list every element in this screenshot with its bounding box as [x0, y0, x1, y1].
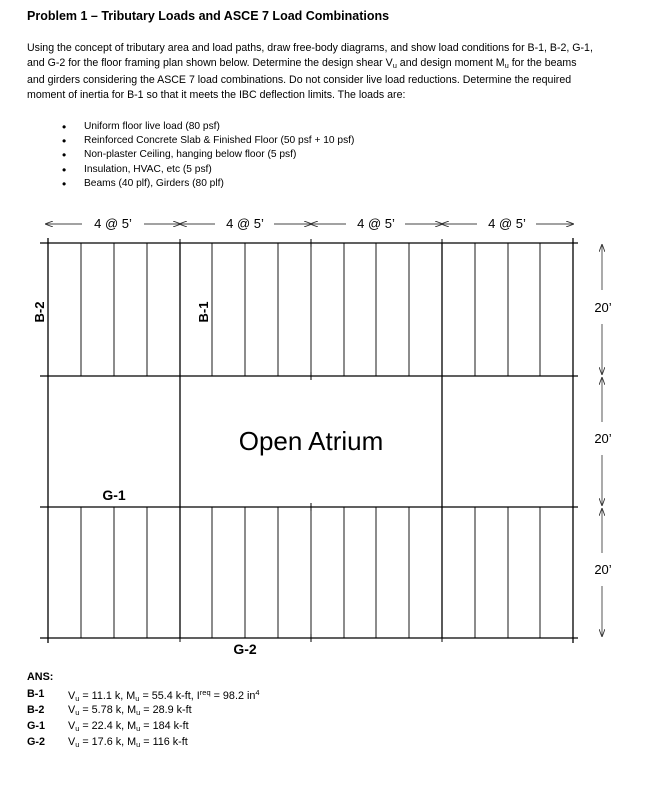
load-item: • Reinforced Concrete Slab & Finished Floor (50 psf + 10 psf) [62, 134, 354, 148]
b2-label: B-2 [32, 301, 47, 323]
answer-label-b1: B-1 [27, 688, 45, 700]
answer-value-b2: $V_u = 5.78$ k, $M_u = 28.9$ k-ft [68, 704, 192, 717]
span-label: 20’ [594, 431, 612, 446]
g1-label: G-1 [102, 487, 126, 503]
answers-heading: ANS: [27, 671, 54, 683]
beam-lines-top-bay [81, 243, 540, 376]
answer-value-b1: $V_u = 11.1$ k, $M_u = 55.4$ k-ft, $I^{req} = 98.2$ $in^4$ [68, 688, 260, 703]
g2-label: G-2 [233, 641, 257, 657]
intro-line-4: moment of inertia for B-1 so that it meets the IBC deflection limits. The loads are: [27, 88, 406, 101]
b1-label: B-1 [196, 301, 211, 323]
load-item: • Uniform floor live load (80 psf) [62, 120, 354, 134]
beam-lines-bottom-bay [81, 507, 540, 638]
answer-label-b2: B-2 [27, 704, 45, 716]
load-item: • Beams (40 plf), Girders (80 plf) [62, 177, 354, 191]
intro-line-2: and G-2 for the floor framing plan shown below. Determine the design shear $V_u$ and design moment $M_u$ for the beams [27, 56, 577, 70]
answer-label-g2: G-2 [27, 736, 45, 748]
answer-label-g1: G-1 [27, 720, 45, 732]
load-item: • Insulation, HVAC, etc (5 psf) [62, 163, 354, 177]
intro-line-3: and girders considering the ASCE 7 load combinations. Do not consider live load reductions. Determine the required [27, 74, 572, 86]
load-item: • Non-plaster Ceiling, hanging below floor (5 psf) [62, 148, 354, 162]
problem-title: Problem 1 – Tributary Loads and ASCE 7 Load Combinations [27, 9, 390, 23]
intro-line-1: Using the concept of tributary area and load paths, draw free-body diagrams, and show load conditions for B-1, B-2, G-1, [27, 42, 593, 54]
answer-value-g2: $V_u = 17.6$ k, $M_u = 116$ k-ft [68, 736, 188, 749]
span-label: 20’ [594, 562, 612, 577]
atrium-label: Open Atrium [238, 426, 384, 456]
spacing-label: 4 @ 5’ [357, 216, 395, 231]
spacing-label: 4 @ 5’ [488, 216, 526, 231]
spacing-label: 4 @ 5’ [226, 216, 264, 231]
spacing-label: 4 @ 5’ [94, 216, 132, 231]
span-label: 20’ [594, 300, 612, 315]
answer-value-g1: $V_u = 22.4$ k, $M_u = 184$ k-ft [68, 720, 189, 733]
